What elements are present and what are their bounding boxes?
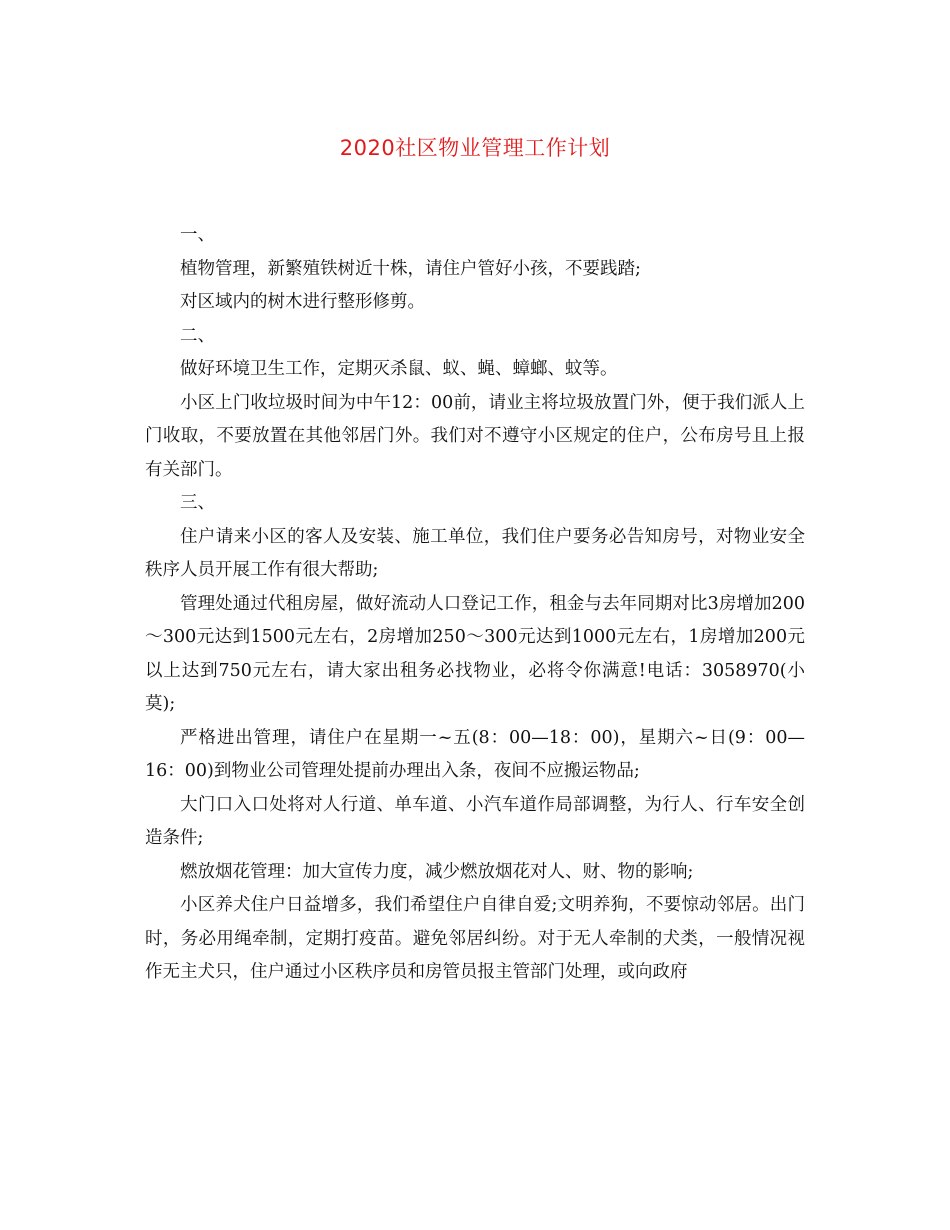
document-body: [145, 219, 805, 990]
page-title: 2020社区物业管理工作计划: [339, 136, 611, 160]
section-heading-1: 一、: [180, 225, 215, 245]
paragraph-garbage-collection: 小区上门收垃圾时间为中午12：00前，请业主将垃圾放置门外，便于我们派人上门收取，不要放置在其他邻居门外。我们对不遵守小区规定的住户，公布房号且上报有关部门。: [145, 392, 805, 480]
paragraph-visitors: 住户请来小区的客人及安装、施工单位，我们住户要务必告知房号，对物业安全秩序人员开展工作有很大帮助;: [145, 526, 805, 580]
paragraph-rental: 管理处通过代租房屋，做好流动人口登记工作，租金与去年同期对比3房增加200～300元达到1500元左右，2房增加250～300元达到1000元左右，1房增加200元以上达到750元左右，请大家出租务必找物业，必将令你满意!电话：3058970(小莫);: [145, 593, 805, 714]
section-heading-3: 三、: [180, 493, 215, 513]
paragraph-fireworks: 燃放烟花管理：加大宣传力度，减少燃放烟花对人、财、物的影响;: [180, 861, 694, 882]
paragraph-entrance: 大门口入口处将对人行道、单车道、小汽车道作局部调整，为行人、行车安全创造条件;: [145, 794, 805, 848]
section-heading-2: 二、: [180, 325, 215, 346]
paragraph-dogs: 小区养犬住户日益增多，我们希望住户自律自爱;文明养狗，不要惊动邻居。出门时，务必用绳牵制，定期打疫苗。避免邻居纠纷。对于无人牵制的犬类，一般情况视作无主犬只，住户通过小区秩序员和房管员报主管部门处理，或向政府: [145, 895, 805, 982]
paragraph-access-control: 严格进出管理，请住户在星期一~五(8：00—18：00)，星期六~日(9：00—16：00)到物业公司管理处提前办理出入条，夜间不应搬运物品;: [145, 727, 805, 781]
paragraph-tree-pruning: 对区域内的树木进行整形修剪。: [180, 292, 425, 312]
paragraph-sanitation: 做好环境卫生工作，定期灭杀鼠、蚁、蝇、蟑螂、蚊等。: [180, 359, 618, 379]
paragraph-plant-management: 植物管理，新繁殖铁树近十株，请住户管好小孩，不要践踏;: [180, 258, 641, 279]
